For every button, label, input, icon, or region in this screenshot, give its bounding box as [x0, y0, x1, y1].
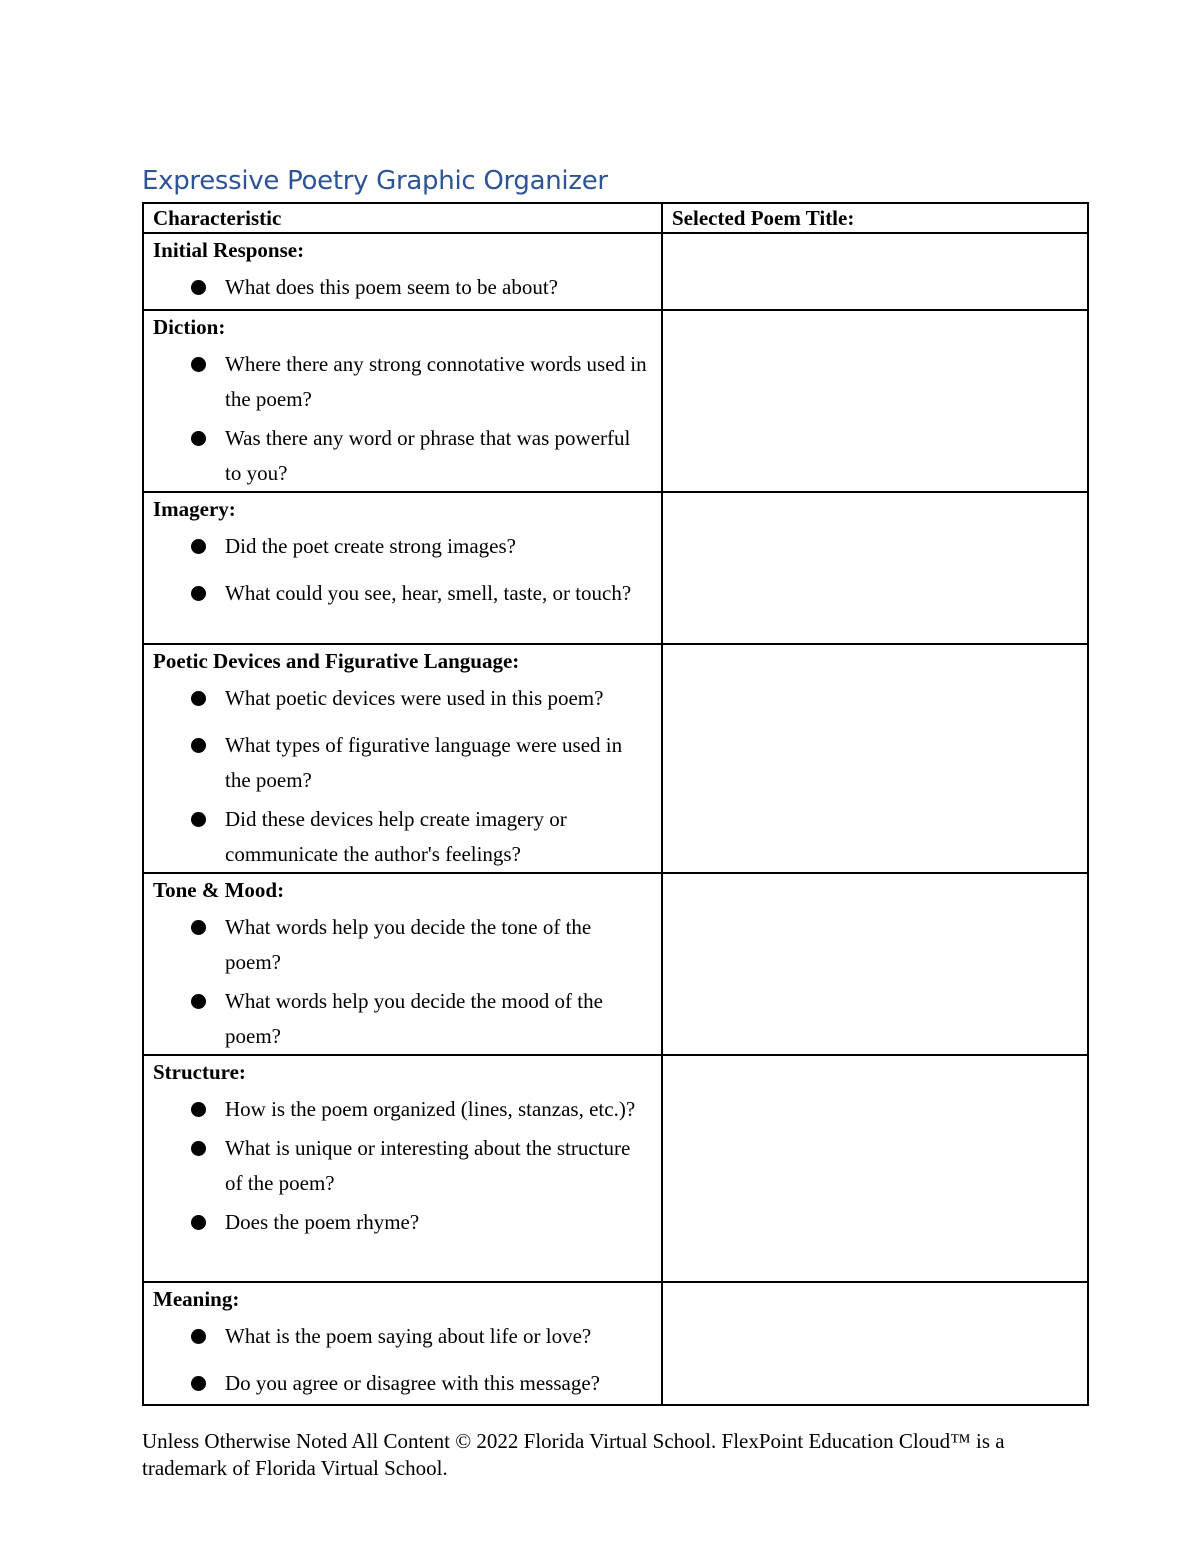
question-list [153, 529, 655, 611]
page-title: Expressive Poetry Graphic Organizer [142, 166, 608, 196]
question-text: What could you see, hear, smell, taste, or touch? [225, 581, 632, 605]
list-item [153, 1366, 655, 1401]
list-item [153, 1131, 655, 1201]
section-heading: Tone & Mood: [153, 878, 285, 902]
question-text: What is unique or interesting about the structure of the poem? [225, 1136, 631, 1195]
question-list [153, 1092, 655, 1240]
bullet-icon [191, 357, 206, 372]
table-row [143, 492, 1088, 644]
bullet-icon [191, 812, 206, 827]
characteristic-cell-tone-mood [143, 873, 662, 1055]
response-cell-initial-response[interactable] [662, 233, 1088, 310]
section-heading: Structure: [153, 1060, 246, 1084]
list-item [153, 984, 655, 1054]
selected-poem-title-header[interactable]: Selected Poem Title: [662, 203, 1088, 233]
characteristic-header: Characteristic [143, 203, 662, 233]
list-item [153, 1092, 655, 1127]
characteristic-cell-initial-response [143, 233, 662, 310]
list-item [153, 576, 655, 611]
table-row [143, 644, 1088, 873]
section-heading: Diction: [153, 315, 226, 339]
question-text: Did the poet create strong images? [225, 534, 516, 558]
list-item [153, 270, 655, 305]
bullet-icon [191, 920, 206, 935]
question-text: What words help you decide the tone of the poem? [225, 915, 592, 974]
question-list [153, 681, 655, 872]
question-list [153, 910, 655, 1054]
characteristic-cell-diction [143, 310, 662, 492]
table-row [143, 310, 1088, 492]
bullet-icon [191, 539, 206, 554]
table-row [143, 873, 1088, 1055]
bullet-icon [191, 738, 206, 753]
question-list [153, 1319, 655, 1401]
list-item [153, 1319, 655, 1354]
question-text: What words help you decide the mood of the poem? [225, 989, 603, 1048]
question-text: What does this poem seem to be about? [225, 275, 558, 299]
characteristic-cell-poetic-devices [143, 644, 662, 873]
list-item [153, 802, 655, 872]
bullet-icon [191, 431, 206, 446]
question-text: Did these devices help create imagery or communicate the author's feelings? [225, 807, 567, 866]
section-heading: Meaning: [153, 1287, 240, 1311]
list-item [153, 529, 655, 564]
response-cell-tone-mood[interactable] [662, 873, 1088, 1055]
bullet-icon [191, 586, 206, 601]
response-cell-meaning[interactable] [662, 1282, 1088, 1405]
characteristic-cell-imagery [143, 492, 662, 644]
question-text: Do you agree or disagree with this message? [225, 1371, 600, 1395]
list-item [153, 681, 655, 716]
question-text: Where there any strong connotative words used in the poem? [225, 352, 647, 411]
graphic-organizer-table [142, 202, 1089, 1406]
list-item [153, 910, 655, 980]
bullet-icon [191, 1215, 206, 1230]
bullet-icon [191, 280, 206, 295]
table-header-row [143, 203, 1088, 233]
question-text: How is the poem organized (lines, stanzas, etc.)? [225, 1097, 636, 1121]
response-cell-poetic-devices[interactable] [662, 644, 1088, 873]
list-item [153, 421, 655, 491]
table-row [143, 1282, 1088, 1405]
question-text: What is the poem saying about life or love? [225, 1324, 592, 1348]
response-cell-diction[interactable] [662, 310, 1088, 492]
response-cell-structure[interactable] [662, 1055, 1088, 1282]
list-item [153, 728, 655, 798]
characteristic-cell-structure [143, 1055, 662, 1282]
characteristic-cell-meaning [143, 1282, 662, 1405]
question-text: Does the poem rhyme? [225, 1210, 420, 1234]
question-list [153, 347, 655, 491]
list-item [153, 1205, 655, 1240]
question-text: What types of figurative language were used in the poem? [225, 733, 623, 792]
response-cell-imagery[interactable] [662, 492, 1088, 644]
question-text: Was there any word or phrase that was powerful to you? [225, 426, 631, 485]
list-item [153, 347, 655, 417]
section-heading: Imagery: [153, 497, 236, 521]
section-heading: Initial Response: [153, 238, 305, 262]
bullet-icon [191, 1329, 206, 1344]
table-row [143, 1055, 1088, 1282]
bullet-icon [191, 1102, 206, 1117]
question-list [153, 270, 655, 305]
table-row [143, 233, 1088, 310]
bullet-icon [191, 691, 206, 706]
question-text: What poetic devices were used in this poem? [225, 686, 604, 710]
bullet-icon [191, 1141, 206, 1156]
bullet-icon [191, 1376, 206, 1391]
copyright-footer: Unless Otherwise Noted All Content © 2022 Florida Virtual School. FlexPoint Education Cloud™ is a trademark of Florida Virtual School. [142, 1429, 1005, 1480]
section-heading: Poetic Devices and Figurative Language: [153, 649, 520, 673]
bullet-icon [191, 994, 206, 1009]
